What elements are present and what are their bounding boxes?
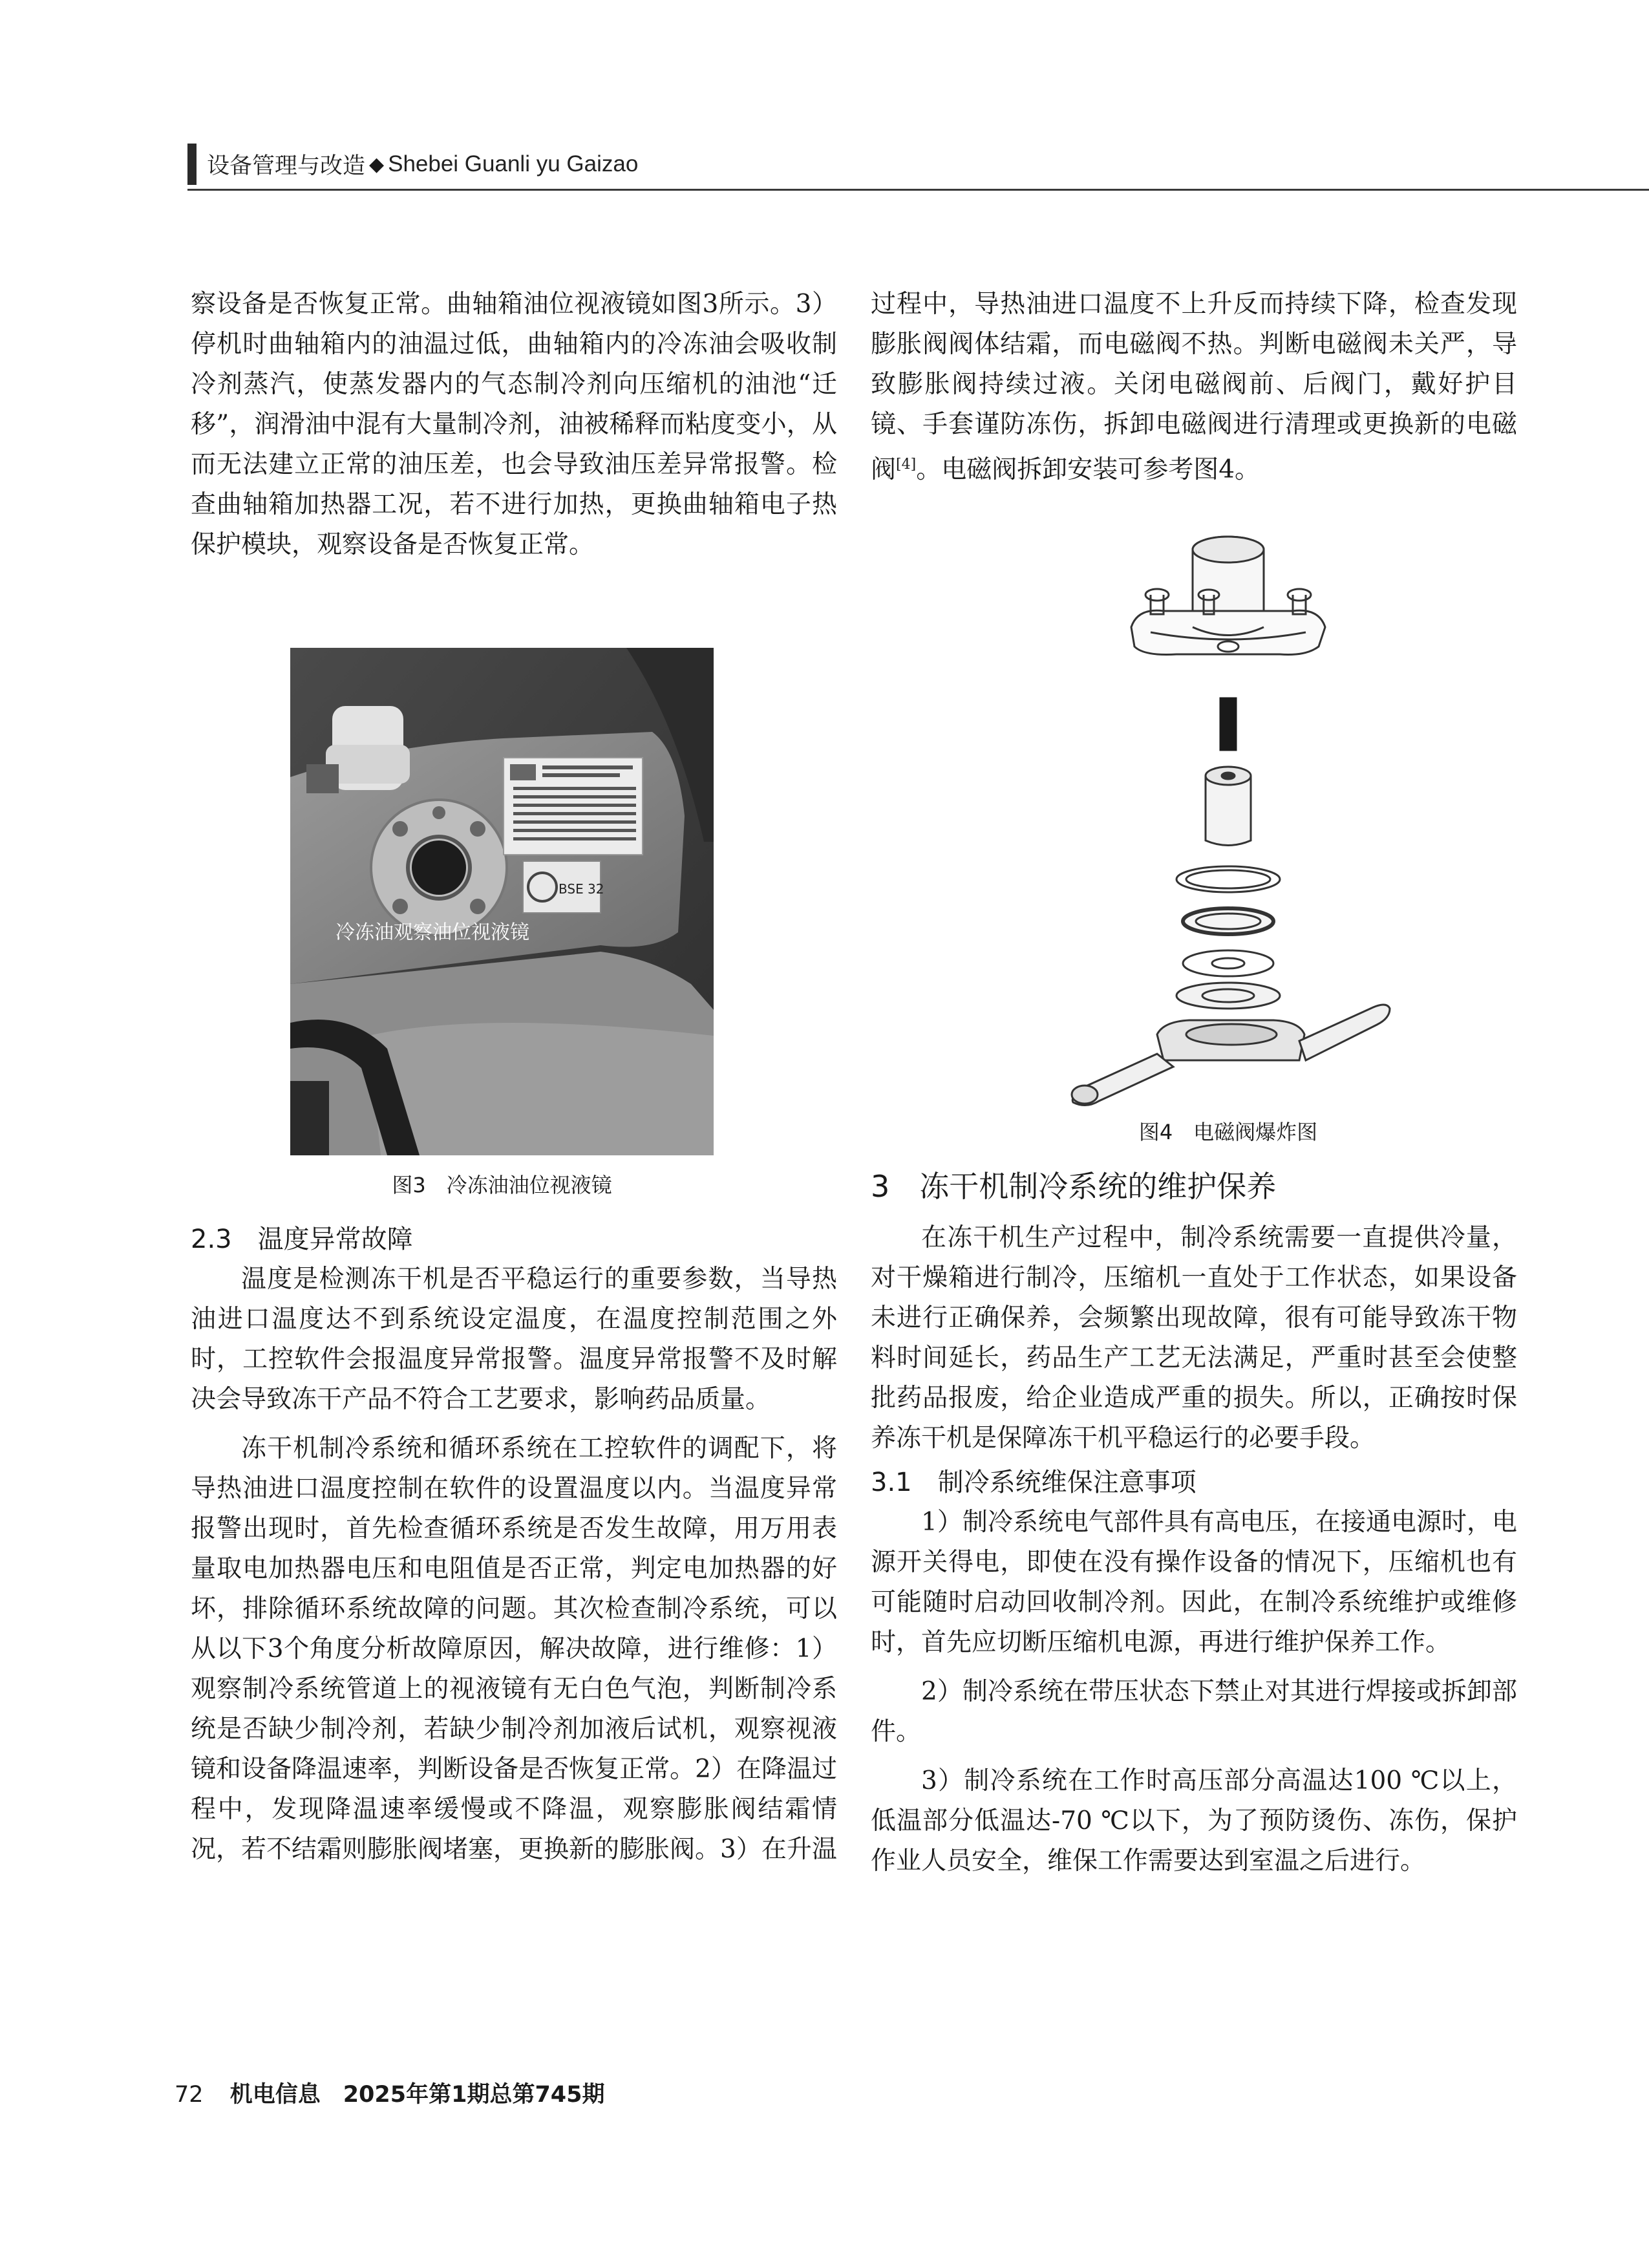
running-header [187,144,638,185]
heading-2-3: 2.3 温度异常故障 [191,1225,413,1254]
left-column-bottom [191,1219,837,1870]
right-paragraph-4: 2）制冷系统在带压状态下禁止对其进行焊接或拆卸部件。 [871,1677,1517,1746]
left-paragraph-1: 察设备是否恢复正常。曲轴箱油位视液镜如图3所示。3）停机时曲轴箱内的油温过低，曲轴箱内的冷冻油会吸收制冷剂蒸汽，使蒸发器内的气态制冷剂向压缩机的油池“迁移”，润滑油中混有大量制冷剂，油被稀释而粘度变小，从而无法建立正常的油压差，也会导致油压差异常报警。检查曲轴箱加热器工况，若不进行加热，更换曲轴箱电子热保护模块，观察设备是否恢复正常。 [191,290,837,559]
right-paragraph-3: 1）制冷系统电气部件具有高电压，在接通电源时，电源开关得电，即使在没有操作设备的情况下，压缩机也有可能随时启动回收制冷剂。因此，在制冷系统维护或维修时，首先应切断压缩机电源，再进行维护保养工作。 [871,1508,1517,1657]
header-bar [187,144,197,185]
citation-4: [4] [896,456,917,473]
left-paragraph-3: 冻干机制冷系统和循环系统在工控软件的调配下，将导热油进口温度控制在软件的设置温度以内。当温度异常报警出现时，首先检查循环系统是否发生故障，用万用表量取电加热器电压和电阻值是否正常，判定电加热器的好坏，排除循环系统故障的问题。其次检查制冷系统，可以从以下3个角度分析故障原因，解决故障，进行维修：1）观察制冷系统管道上的视液镜有无白色气泡，判断制冷系统是否缺少制冷剂，若缺少制冷剂加液后试机，观察视液镜和设备降温速率，判断设备是否恢复正常。2）在降温过程中，发现降温速率缓慢或不降温，观察膨胀阀结霜情况，若不结霜则膨胀阀堵塞，更换新的膨胀阀。3）在升温 [191,1434,837,1864]
figure-3-photo [290,648,714,1155]
left-paragraph-2: 温度是检测冻干机是否平稳运行的重要参数，当导热油进口温度达不到系统设定温度，在温度控制范围之外时，工控软件会报温度异常报警。温度异常报警不及时解决会导致冻干产品不符合工艺要求，影响药品质量。 [191,1265,837,1414]
figure-4-diagram [1060,517,1396,1112]
right-paragraph-2: 在冻干机生产过程中，制冷系统需要一直提供冷量，对干燥箱进行制冷，压缩机一直处于工作状态，如果设备未进行正确保养，会频繁出现故障，很有可能导致冻干物料时间延长，药品生产工艺无法满足，严重时甚至会使整批药品报废，给企业造成严重的损失。所以，正确按时保养冻干机是保障冻干机平稳运行的必要手段。 [871,1223,1517,1453]
page-footer [175,2077,605,2109]
header-section-en: Shebei Guanli yu Gaizao [388,151,639,177]
right-p1-text-b: 。电磁阀拆卸安装可参考图4。 [916,455,1261,484]
heading-3-1: 3.1 制冷系统维保注意事项 [871,1468,1197,1497]
figure-3-caption: 图3 冷冻油油位视液镜 [392,1173,612,1197]
journal-issue: 机电信息 2025年第1期总第745期 [229,2082,605,2108]
right-column-top [871,284,1517,490]
right-paragraph-1 [871,284,1517,490]
solenoid-valve-exploded-view [1060,517,1396,1112]
page-number: 72 [175,2082,204,2108]
right-column-bottom [871,1164,1517,1881]
diamond-icon: ◆ [369,153,385,176]
figure-4-caption: 图4 电磁阀爆炸图 [1138,1120,1318,1144]
header-rule [187,189,1649,191]
left-column-top [191,284,837,565]
right-p1-text-a: 过程中，导热油进口温度不上升反而持续下降，检查发现膨胀阀阀体结霜，而电磁阀不热。判断电磁阀未关严，导致膨胀阀持续过液。关闭电磁阀前、后阀门，戴好护目镜、手套谨防冻伤，拆卸电磁阀进行清理或更换新的电磁阀 [871,290,1517,484]
header-section-cn: 设备管理与改造 [207,153,366,179]
fig3-inline-label: 冷冻油观察油位视液镜 [335,921,529,944]
right-paragraph-5: 3）制冷系统在工作时高压部分高温达100 ℃以上，低温部分低温达-70 ℃以下，为了预防烫伤、冻伤，保护作业人员安全，维保工作需要达到室温之后进行。 [871,1766,1517,1876]
figure-3-illustration [290,648,714,1155]
heading-3: 3 冻干机制冷系统的维护保养 [871,1169,1277,1204]
fig3-plate-text: BSE 32 [559,881,604,897]
